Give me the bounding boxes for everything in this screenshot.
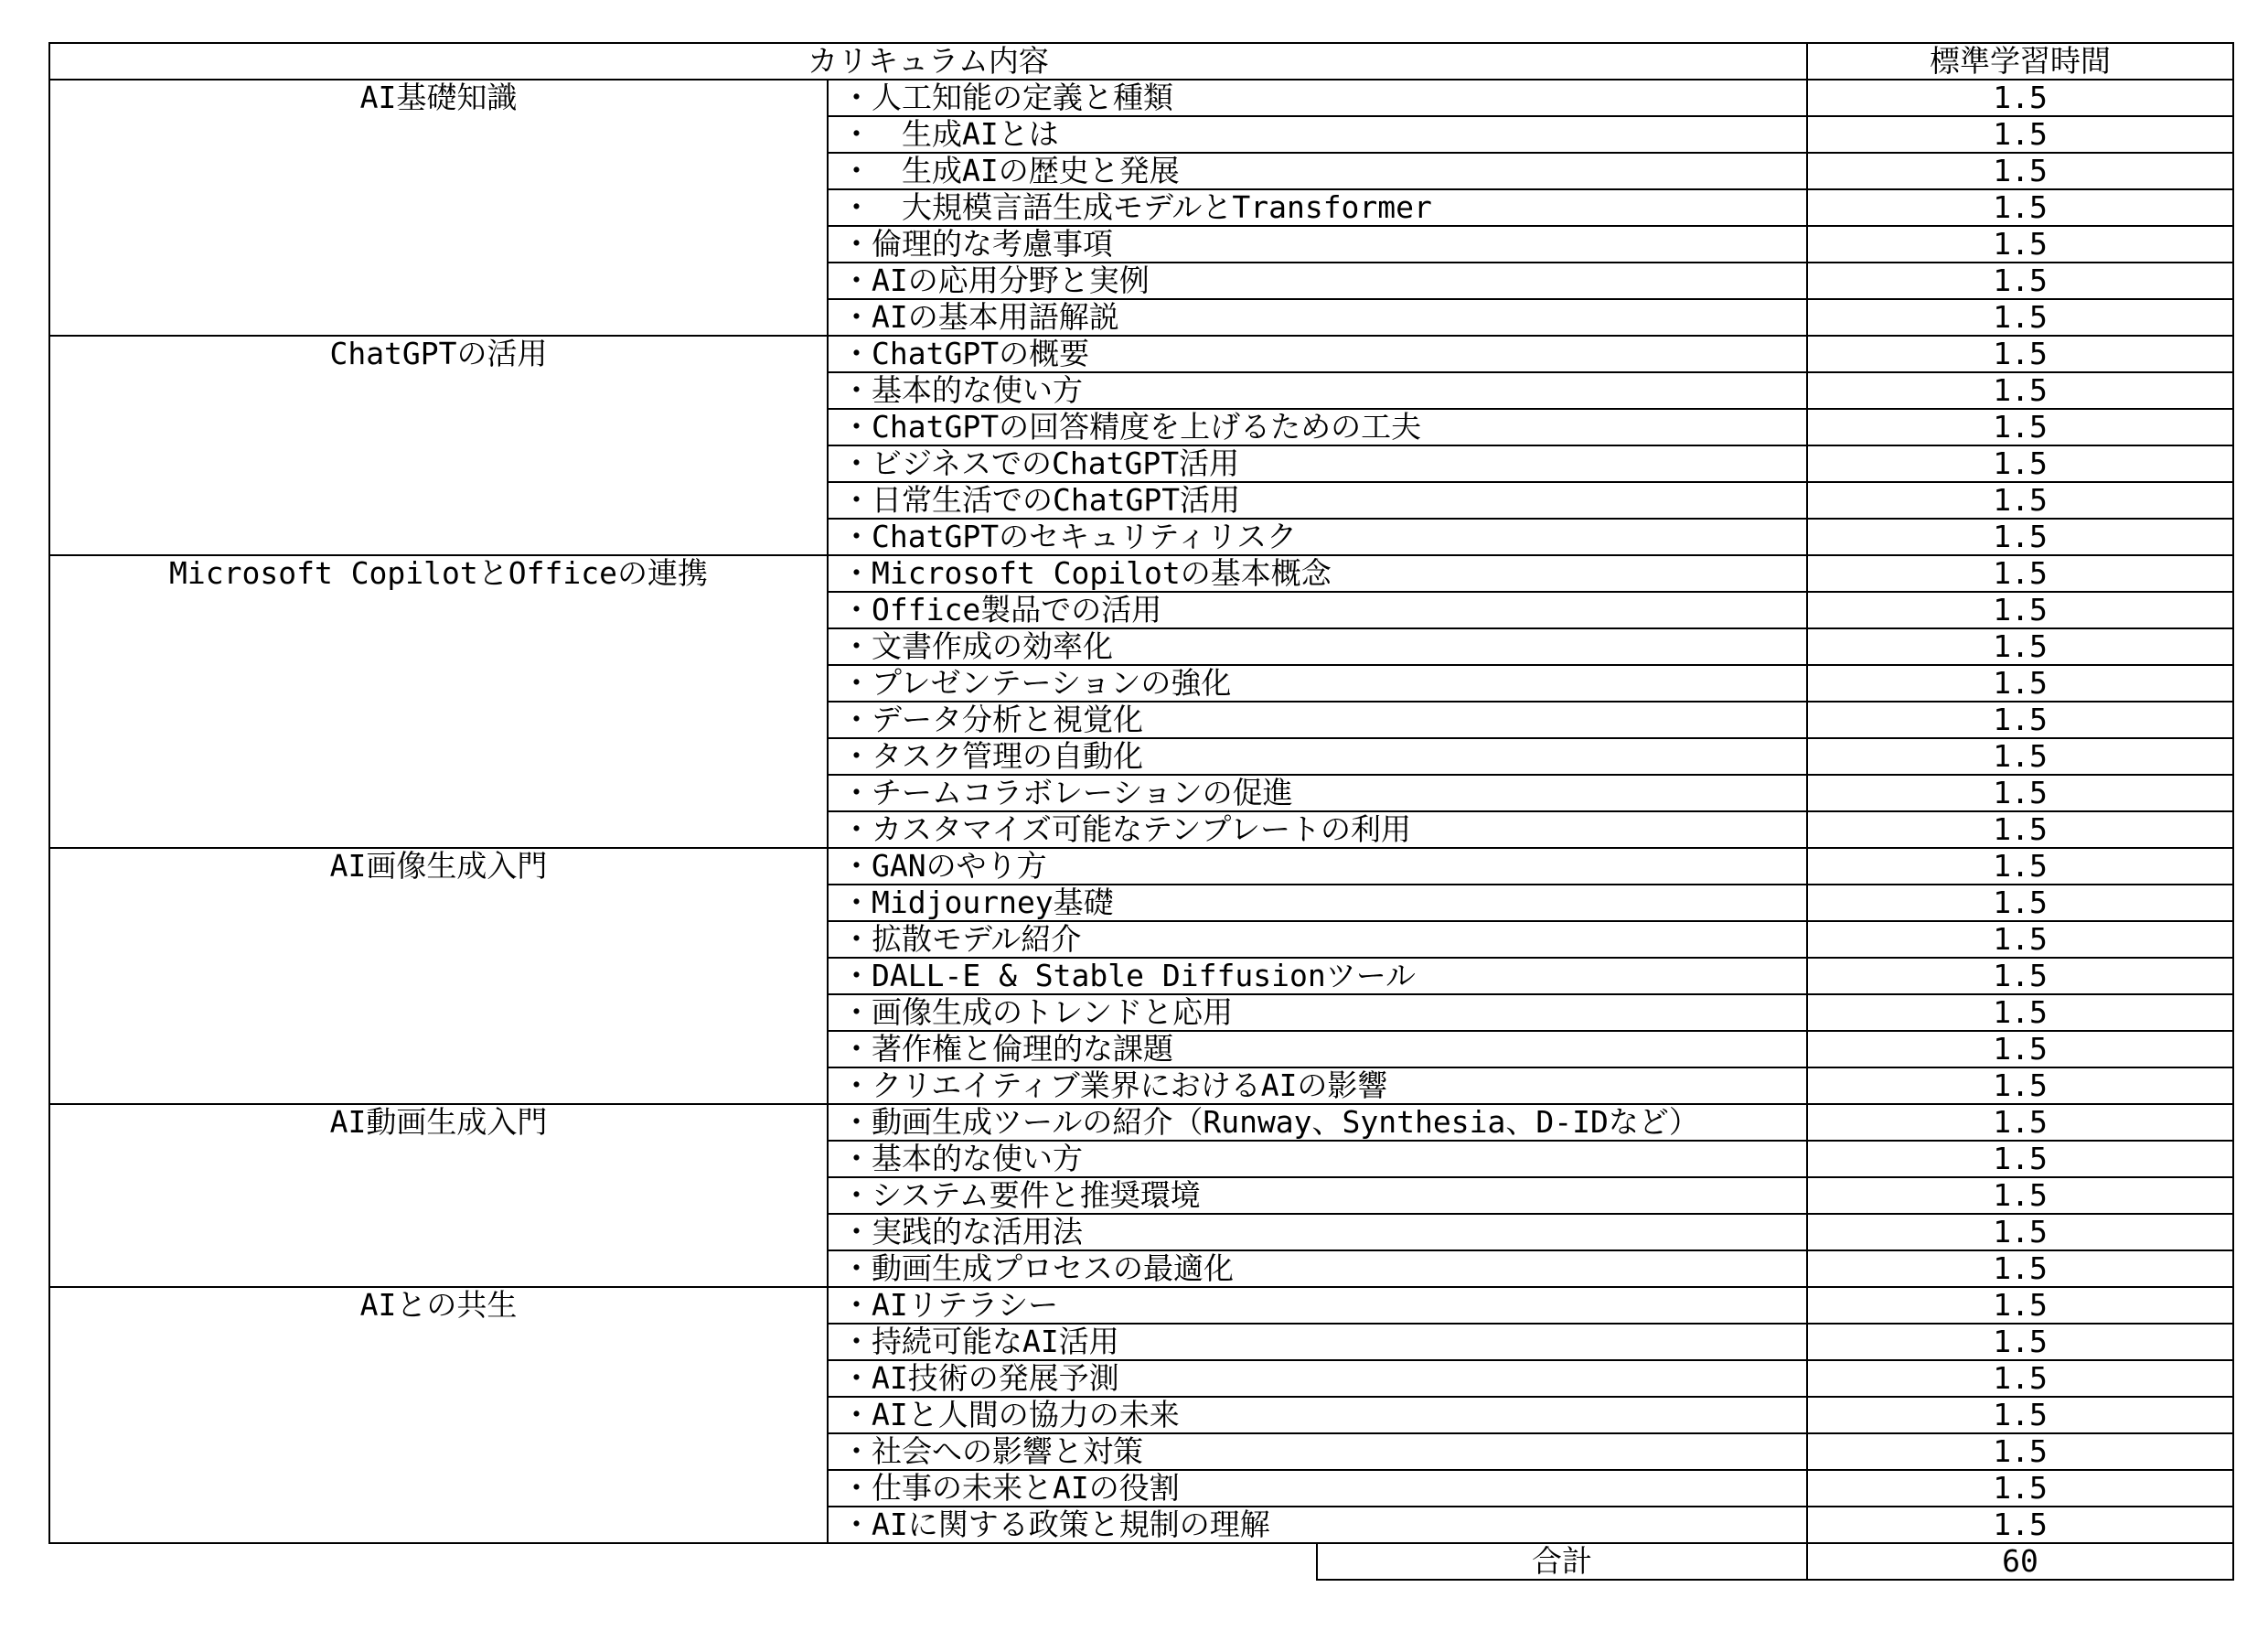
study-hours: 1.5 <box>1807 738 2233 775</box>
study-hours: 1.5 <box>1807 445 2233 482</box>
study-hours: 1.5 <box>1807 921 2233 958</box>
study-hours: 1.5 <box>1807 628 2233 665</box>
study-hours: 1.5 <box>1807 80 2233 116</box>
study-hours: 1.5 <box>1807 372 2233 409</box>
curriculum-item: ・ 大規模言語生成モデルとTransformer <box>828 189 1807 226</box>
curriculum-item: ・AIリテラシー <box>828 1287 1807 1324</box>
study-hours: 1.5 <box>1807 811 2233 848</box>
header-content: カリキュラム内容 <box>49 43 1807 80</box>
study-hours: 1.5 <box>1807 116 2233 153</box>
curriculum-item: ・倫理的な考慮事項 <box>828 226 1807 263</box>
curriculum-item: ・クリエイティブ業界におけるAIの影響 <box>828 1067 1807 1104</box>
curriculum-item: ・ 生成AIの歴史と発展 <box>828 153 1807 189</box>
header-row <box>49 43 2233 80</box>
category-name: Microsoft CopilotとOfficeの連携 <box>49 555 828 848</box>
table-row <box>49 1287 2233 1324</box>
curriculum-item: ・ChatGPTの概要 <box>828 336 1807 372</box>
category-name: AI基礎知識 <box>49 80 828 336</box>
curriculum-item: ・動画生成プロセスの最適化 <box>828 1250 1807 1287</box>
study-hours: 1.5 <box>1807 299 2233 336</box>
table-row <box>49 848 2233 885</box>
curriculum-item: ・AIの応用分野と実例 <box>828 263 1807 299</box>
curriculum-item: ・AIと人間の協力の未来 <box>828 1397 1807 1433</box>
category-name: AI動画生成入門 <box>49 1104 828 1287</box>
study-hours: 1.5 <box>1807 189 2233 226</box>
study-hours: 1.5 <box>1807 409 2233 445</box>
category-name: AIとの共生 <box>49 1287 828 1543</box>
total-value: 60 <box>1807 1543 2233 1580</box>
curriculum-item: ・データ分析と視覚化 <box>828 702 1807 738</box>
blank-cell <box>828 1543 1317 1580</box>
study-hours: 1.5 <box>1807 665 2233 702</box>
curriculum-table <box>48 42 2234 1581</box>
study-hours: 1.5 <box>1807 1031 2233 1067</box>
curriculum-item: ・画像生成のトレンドと応用 <box>828 994 1807 1031</box>
study-hours: 1.5 <box>1807 1177 2233 1214</box>
study-hours: 1.5 <box>1807 702 2233 738</box>
study-hours: 1.5 <box>1807 519 2233 555</box>
study-hours: 1.5 <box>1807 775 2233 811</box>
curriculum-item: ・著作権と倫理的な課題 <box>828 1031 1807 1067</box>
curriculum-item: ・Midjourney基礎 <box>828 885 1807 921</box>
study-hours: 1.5 <box>1807 1067 2233 1104</box>
study-hours: 1.5 <box>1807 1360 2233 1397</box>
curriculum-item: ・AIの基本用語解説 <box>828 299 1807 336</box>
study-hours: 1.5 <box>1807 592 2233 628</box>
study-hours: 1.5 <box>1807 482 2233 519</box>
curriculum-item: ・拡散モデル紹介 <box>828 921 1807 958</box>
curriculum-item: ・人工知能の定義と種類 <box>828 80 1807 116</box>
study-hours: 1.5 <box>1807 1287 2233 1324</box>
study-hours: 1.5 <box>1807 1214 2233 1250</box>
study-hours: 1.5 <box>1807 994 2233 1031</box>
study-hours: 1.5 <box>1807 885 2233 921</box>
curriculum-item: ・タスク管理の自動化 <box>828 738 1807 775</box>
study-hours: 1.5 <box>1807 1104 2233 1141</box>
curriculum-item: ・ 生成AIとは <box>828 116 1807 153</box>
category-name: AI画像生成入門 <box>49 848 828 1104</box>
curriculum-item: ・Microsoft Copilotの基本概念 <box>828 555 1807 592</box>
study-hours: 1.5 <box>1807 1250 2233 1287</box>
study-hours: 1.5 <box>1807 555 2233 592</box>
total-row <box>49 1543 2233 1580</box>
total-label: 合計 <box>1317 1543 1807 1580</box>
table-row <box>49 336 2233 372</box>
table-row <box>49 555 2233 592</box>
study-hours: 1.5 <box>1807 1397 2233 1433</box>
curriculum-item: ・DALL-E & Stable Diffusionツール <box>828 958 1807 994</box>
blank-cell <box>49 1543 828 1580</box>
study-hours: 1.5 <box>1807 226 2233 263</box>
curriculum-item: ・文書作成の効率化 <box>828 628 1807 665</box>
curriculum-item: ・AI技術の発展予測 <box>828 1360 1807 1397</box>
curriculum-item: ・カスタマイズ可能なテンプレートの利用 <box>828 811 1807 848</box>
study-hours: 1.5 <box>1807 153 2233 189</box>
curriculum-item: ・GANのやり方 <box>828 848 1807 885</box>
table-row <box>49 1104 2233 1141</box>
curriculum-item: ・日常生活でのChatGPT活用 <box>828 482 1807 519</box>
table-row <box>49 80 2233 116</box>
curriculum-item: ・AIに関する政策と規制の理解 <box>828 1507 1807 1543</box>
curriculum-item: ・持続可能なAI活用 <box>828 1324 1807 1360</box>
curriculum-item: ・基本的な使い方 <box>828 1141 1807 1177</box>
curriculum-item: ・ChatGPTの回答精度を上げるための工夫 <box>828 409 1807 445</box>
study-hours: 1.5 <box>1807 848 2233 885</box>
study-hours: 1.5 <box>1807 263 2233 299</box>
curriculum-item: ・実践的な活用法 <box>828 1214 1807 1250</box>
curriculum-item: ・ChatGPTのセキュリティリスク <box>828 519 1807 555</box>
study-hours: 1.5 <box>1807 1324 2233 1360</box>
curriculum-item: ・動画生成ツールの紹介（Runway、Synthesia、D-IDなど） <box>828 1104 1807 1141</box>
study-hours: 1.5 <box>1807 336 2233 372</box>
curriculum-item: ・基本的な使い方 <box>828 372 1807 409</box>
curriculum-item: ・ビジネスでのChatGPT活用 <box>828 445 1807 482</box>
curriculum-item: ・仕事の未来とAIの役割 <box>828 1470 1807 1507</box>
category-name: ChatGPTの活用 <box>49 336 828 555</box>
curriculum-item: ・システム要件と推奨環境 <box>828 1177 1807 1214</box>
study-hours: 1.5 <box>1807 1470 2233 1507</box>
curriculum-item: ・チームコラボレーションの促進 <box>828 775 1807 811</box>
study-hours: 1.5 <box>1807 1433 2233 1470</box>
curriculum-item: ・Office製品での活用 <box>828 592 1807 628</box>
curriculum-item: ・社会への影響と対策 <box>828 1433 1807 1470</box>
study-hours: 1.5 <box>1807 958 2233 994</box>
curriculum-item: ・プレゼンテーションの強化 <box>828 665 1807 702</box>
header-hours: 標準学習時間 <box>1807 43 2233 80</box>
study-hours: 1.5 <box>1807 1507 2233 1543</box>
study-hours: 1.5 <box>1807 1141 2233 1177</box>
